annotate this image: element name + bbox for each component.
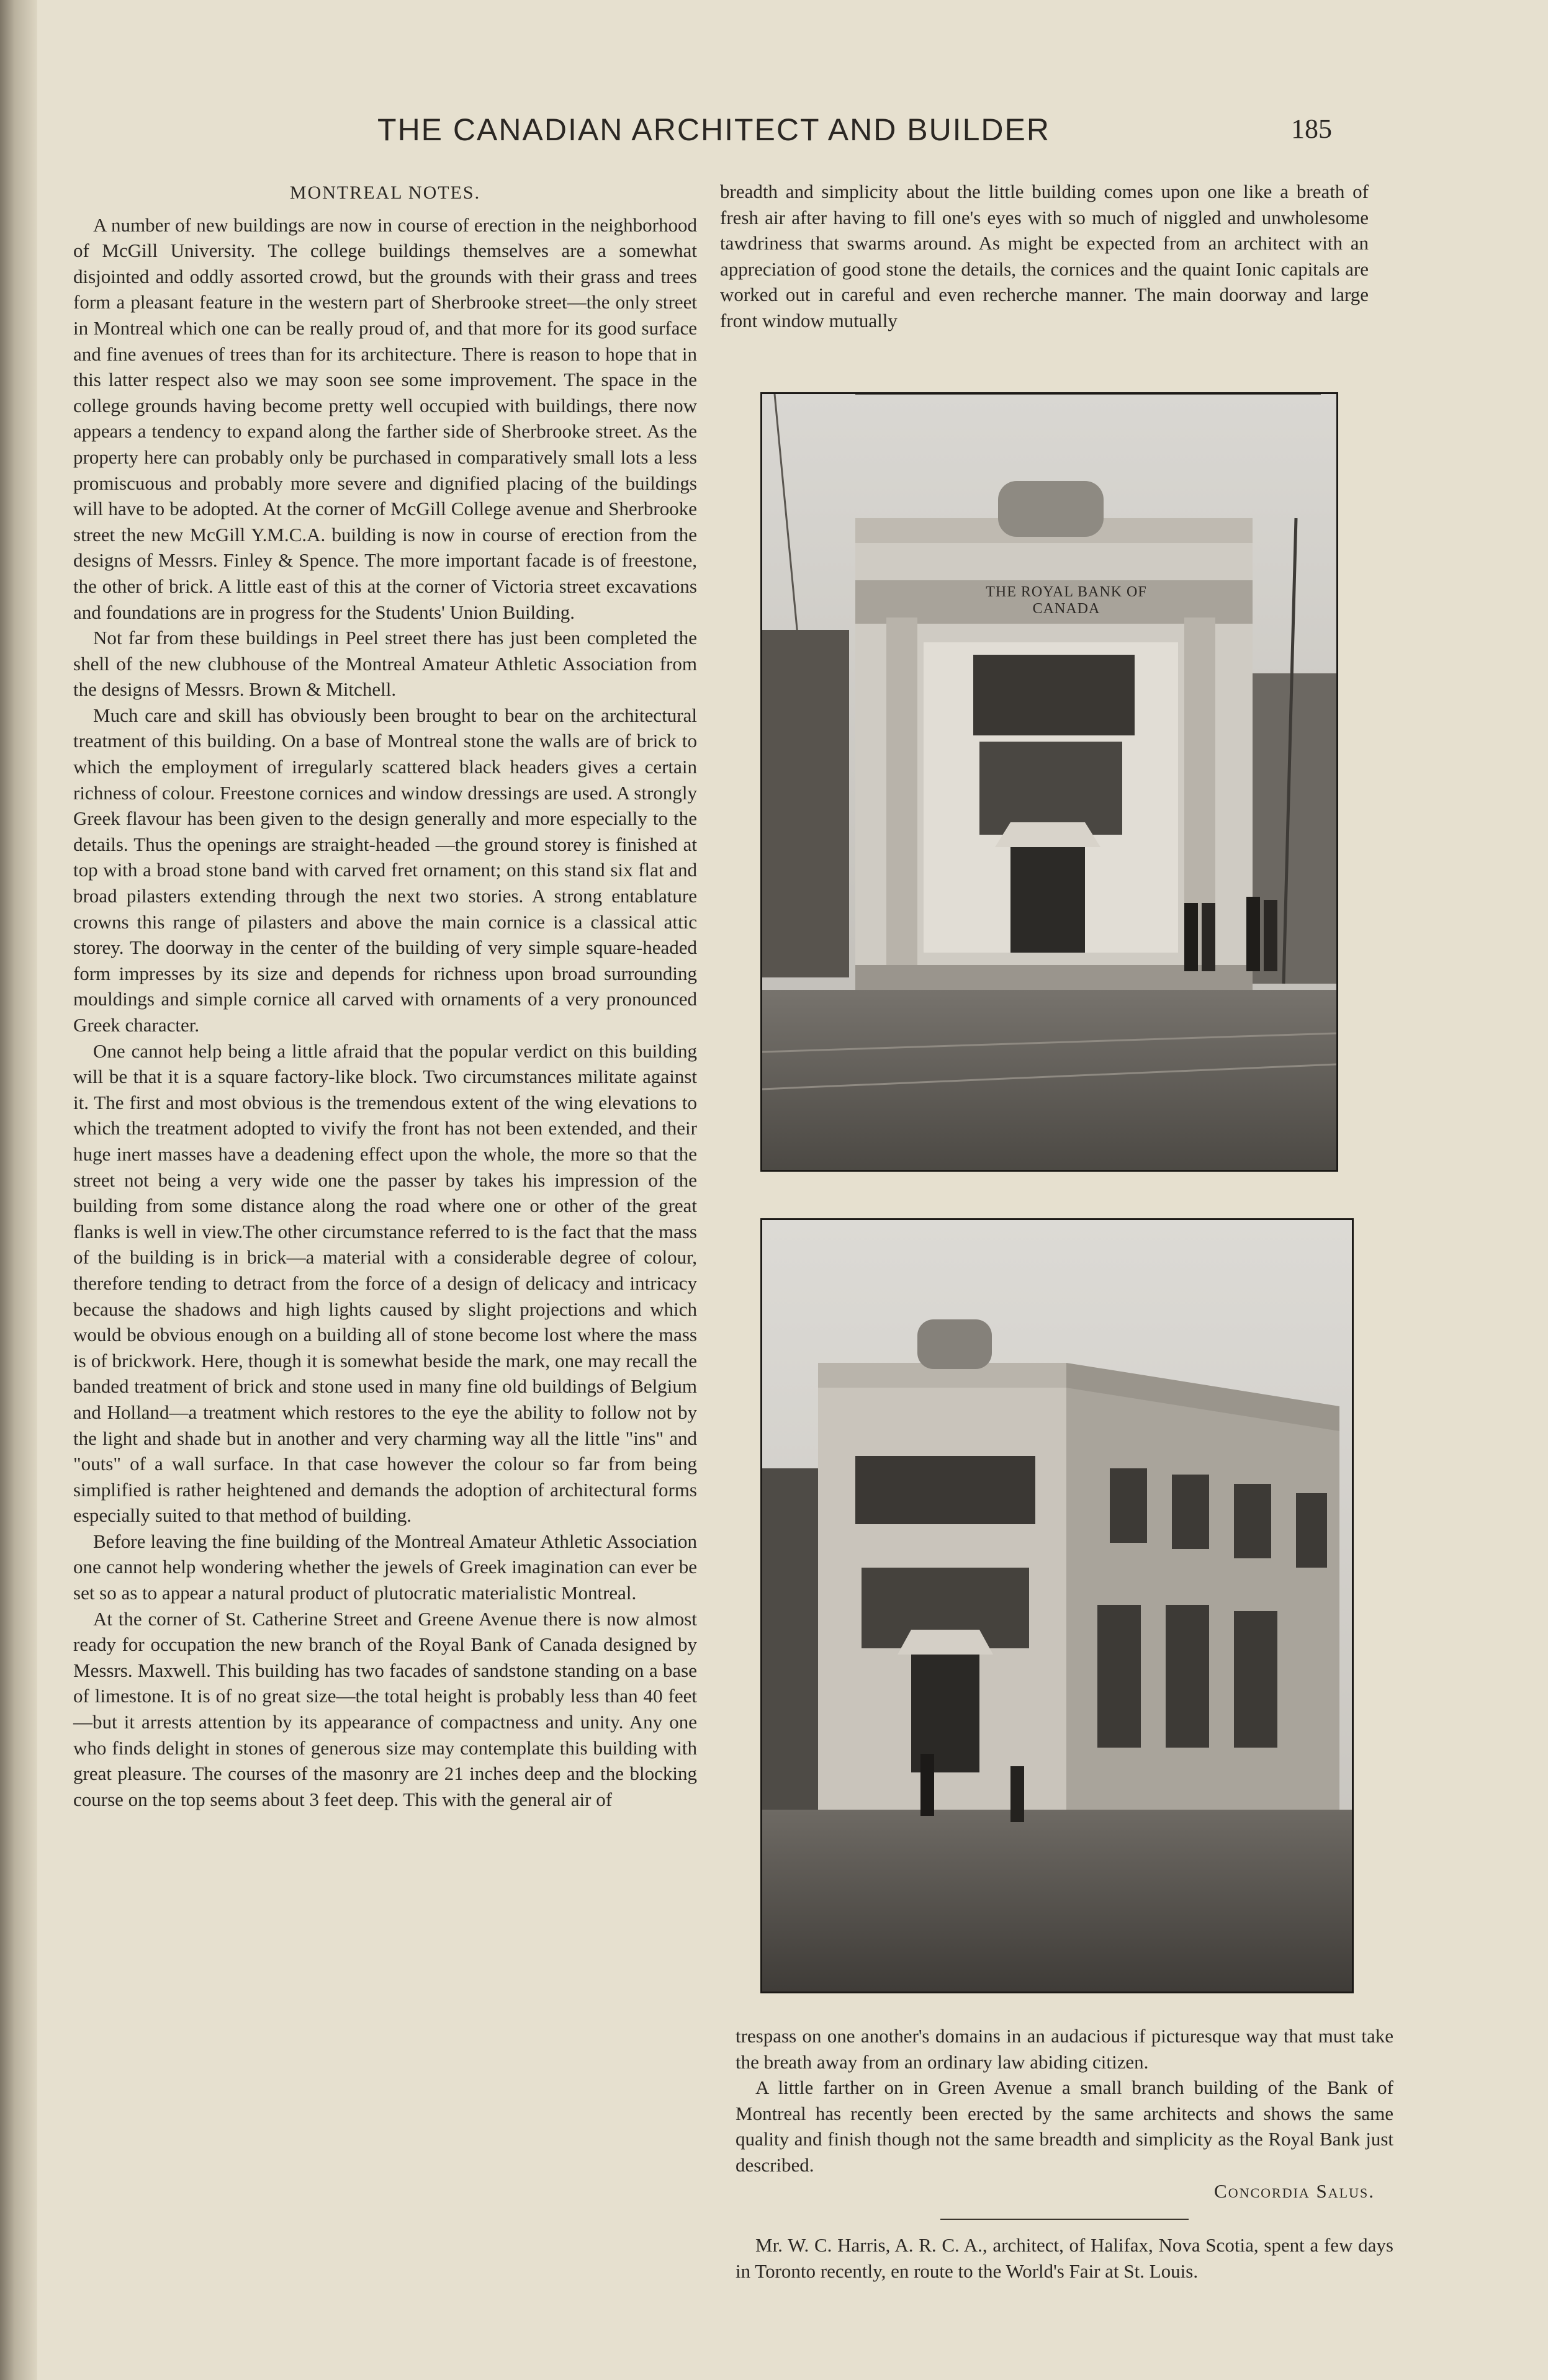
author-signature: Concordia Salus. [1214, 2180, 1375, 2202]
article-paragraph: Much care and skill has obviously been brought to bear on the architectural treatment of this building. On a base of Montreal stone the walls are of brick to which the employment of irregularly scattered black headers gives a certain richness of colour. Freestone cornices and window dressings are used. A strongly Greek flavour has been given to the design generally and more especially to the details. Thus the openings are straight-headed —the ground storey is finished at top with a broad stone band with carved fret ornament; on this stand six flat and broad pilasters extending through the next two stories. A strong entablature crowns this range of pilasters and above the main cornice is a classical attic storey. The doorway in the center of the building of very simple square-headed form impresses by its size and depends for richness upon broad surrounding mouldings and simple cornice all carved with ornaments of a very pronounced Greek character. [73, 704, 697, 1036]
article-paragraph: Not far from these buildings in Peel street there has just been completed the shell of the new clubhouse of the Montreal Amateur Athletic Association from the designs of Messrs. Brown & Mitchell. [73, 627, 697, 701]
article-continuation: trespass on one another's domains in an audacious if picturesque way that must take the breath away from an ordinary law abiding citizen. [736, 2025, 1393, 2073]
article-heading: MONTREAL NOTES. [289, 182, 481, 203]
bank-corner-photo [760, 1218, 1354, 1993]
page-number: 185 [1291, 114, 1332, 144]
binding-edge [0, 0, 37, 2380]
left-column [73, 180, 697, 1812]
article-paragraph: Before leaving the fine building of the Montreal Amateur Athletic Association one cannot help wondering whether the jewels of Greek imagination can ever be set so as to appear a natural product of plutocratic materialistic Montreal. [73, 1530, 697, 1604]
article-paragraph: A little farther on in Green Avenue a small branch building of the Bank of Montreal has recently been erected by the same architects and shows the same quality and finish though not the same breadth and simplicity as the Royal Bank just described. [736, 2077, 1393, 2176]
section-divider [940, 2219, 1189, 2220]
bank-front-photo [760, 392, 1338, 1172]
article-paragraph: One cannot help being a little afraid that the popular verdict on this building will be that it is a square factory-like block. Two circumstances militate against it. The first and most obvious is the tremendous extent of the wing elevations to which the treatment adopted to vivify the front has not been extended, and their huge inert masses have a deadening effect upon the whole, the more so that the street not being a very wide one the passer by takes his impression of the building from some distance along the road where one or other of the great flanks is well in view.The other circumstance referred to is the fact that the mass of the building is in brick—a material with a considerable degree of colour, therefore tending to detract from the force of a design of delicacy and intricacy because the shadows and high lights caused by slight projections and which would be obvious enough on a building all of stone become lost where the mass is of brickwork. Here, though it is somewhat beside the mark, one may recall the banded treatment of brick and stone used in many fine old buildings of Belgium and Holland—a treatment which restores to the eye the ability to follow not by the light and shade but in another and very charming way all the little "ins" and "outs" of a wall surface. In that case however the colour so far from being simplified is rather heightened and demands the adoption of architectural forms especially suited to that method of building. [73, 1040, 697, 1527]
article-continuation: breadth and simplicity about the little building comes upon one like a breath of fresh air after having to fill one's eyes with so much of niggled and unwholesome tawdriness that swarms around. As might be expected from an architect with an appreciation of good stone the details, the cornices and the quaint Ionic capitals are worked out in careful and even recherche manner. The main doorway and large front window mutually [720, 181, 1369, 331]
right-column-bottom [736, 2023, 1393, 2284]
bank-sign-text: THE ROYAL BANK OF CANADA [986, 584, 1147, 617]
running-title: THE CANADIAN ARCHITECT AND BUILDER [377, 112, 1050, 147]
personal-note: Mr. W. C. Harris, A. R. C. A., architect, of Halifax, Nova Scotia, spent a few days in Toronto recently, en route to the World's Fair at St. Louis. [736, 2234, 1393, 2282]
article-paragraph: At the corner of St. Catherine Street and Greene Avenue there is now almost ready for occupation the new branch of the Royal Bank of Canada designed by Messrs. Maxwell. This building has two facades of sandstone standing on a base of limestone. It is of no great size—the total height is probably less than 40 feet—but it arrests attention by its appearance of compactness and unity. Any one who finds delight in stones of generous size may contemplate this building with great pleasure. The courses of the masonry are 21 inches deep and the blocking course on the top seems about 3 feet deep. This with the general air of [73, 1607, 697, 1810]
article-paragraph: A number of new buildings are now in course of erection in the neighborhood of McGill University. The college buildings themselves are a somewhat disjointed and oddly assorted crowd, but the grounds with their grass and trees form a pleasant feature in the western part of Sherbrooke street—the only street in Montreal which one can be really proud of, and that more for its good surface and fine avenues of trees than for its architecture. There is reason to hope that in this latter respect also we may soon see some improvement. The space in the college grounds having become pretty well occupied with buildings, there now appears a tendency to expand along the farther side of Sherbrooke street. As the property here can probably only be purchased in comparatively small lots a less promiscuous and probably more severe and dignified placing of the buildings will have to be adopted. At the corner of McGill College avenue and Sherbrooke street the new McGill Y.M.C.A. building is now in course of erection from the designs of Messrs. Finley & Spence. The more important facade is of freestone, the other of brick. A little east of this at the corner of Victoria street excavations and foundations are in progress for the Students' Union Building. [73, 213, 697, 623]
right-column-top [720, 179, 1369, 334]
